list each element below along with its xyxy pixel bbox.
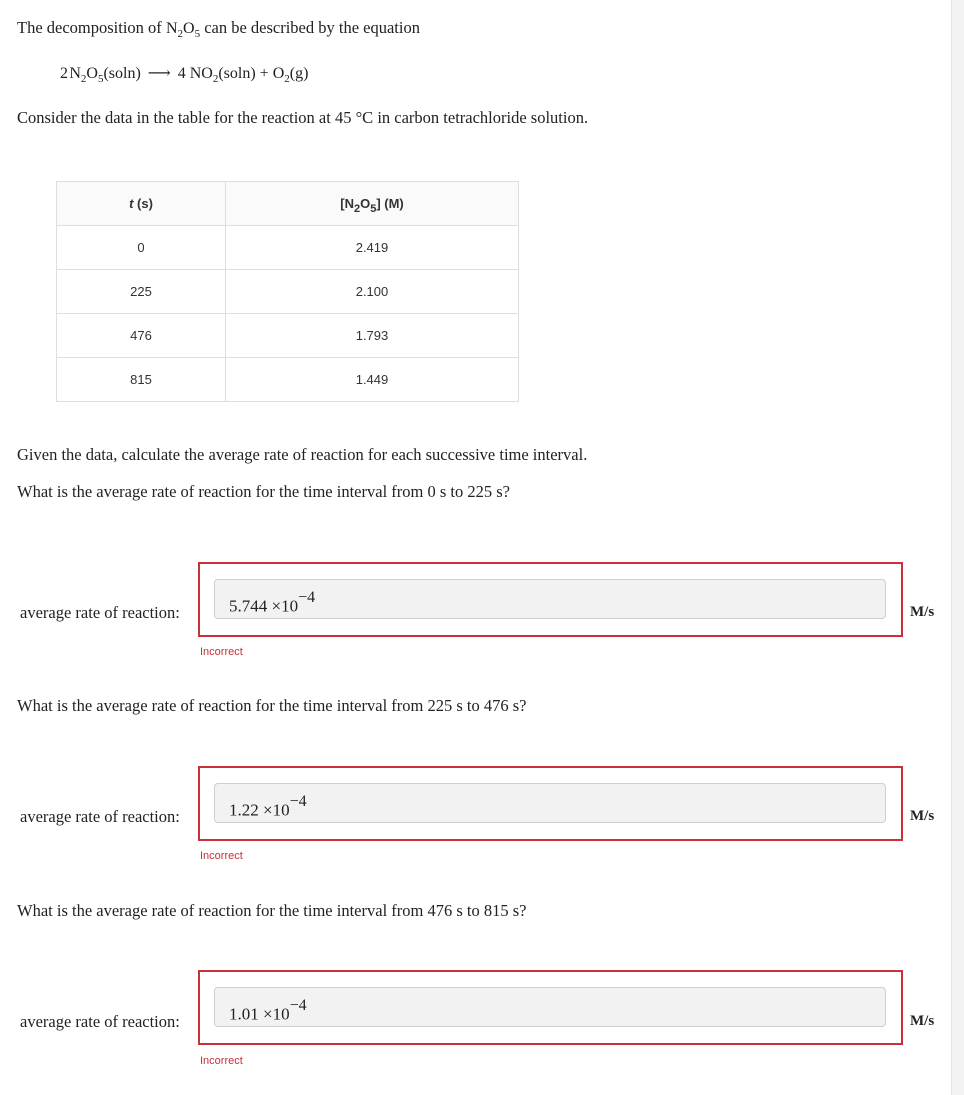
- eq-plus: +: [259, 65, 269, 82]
- table-row: [57, 226, 519, 270]
- intro-prefix: The decomposition of: [17, 18, 162, 37]
- question-3-answer-frame: [198, 970, 903, 1045]
- header-concentration: [226, 182, 519, 226]
- table-row: [57, 358, 519, 402]
- eq-product1-phase: (soln): [218, 65, 256, 82]
- question-3-label: average rate of reaction:: [20, 1012, 180, 1031]
- cell-time: 476: [57, 314, 226, 358]
- intro-formula-n: N: [165, 20, 178, 37]
- eq-product2-phase: (g): [289, 65, 309, 82]
- eq-reactant-sub1: 2: [80, 73, 87, 85]
- question-2-answer-value: [229, 793, 307, 821]
- question-2-answer-frame: [198, 766, 903, 841]
- header-time: [57, 182, 226, 226]
- question-2-answer-input[interactable]: [214, 783, 886, 823]
- question-1-label: average rate of reaction:: [20, 603, 180, 622]
- question-1-answer-value: [229, 589, 316, 617]
- instruction-text: Given the data, calculate the average rate of reaction for each successive time interval.: [17, 445, 588, 464]
- question-3-answer-value: [229, 997, 307, 1025]
- context-text: Consider the data in the table for the reaction at 45 °C in carbon tetrachloride solution.: [17, 108, 589, 127]
- question-2-label: average rate of reaction:: [20, 807, 180, 826]
- eq-coef1: 2: [60, 65, 68, 82]
- eq-product2: O: [272, 65, 285, 82]
- eq-product1: NO: [189, 65, 213, 82]
- question-1-answer-frame: [198, 562, 903, 637]
- header-conc-mid: O: [360, 196, 371, 211]
- intro-text: [17, 18, 420, 39]
- q3-mantissa: 1.01: [229, 1004, 259, 1024]
- question-1-unit: M/s: [910, 604, 935, 620]
- header-conc-close: ] (M): [376, 196, 404, 211]
- question-3-prompt: What is the average rate of reaction for the time interval from 476 s to 815 s?: [17, 901, 527, 920]
- cell-concentration: 1.449: [226, 358, 519, 402]
- header-time-unit: (s): [137, 196, 153, 211]
- cell-concentration: 2.419: [226, 226, 519, 270]
- question-2-prompt: What is the average rate of reaction for the time interval from 225 s to 476 s?: [17, 696, 527, 715]
- header-time-symbol: t: [129, 196, 134, 211]
- question-2-status: Incorrect: [200, 850, 243, 862]
- eq-reactant-o: O: [86, 65, 98, 82]
- intro-formula: [165, 20, 201, 40]
- question-1-status: Incorrect: [200, 646, 243, 658]
- data-table: [56, 181, 519, 402]
- cell-time: 0: [57, 226, 226, 270]
- cell-concentration: 2.100: [226, 270, 519, 314]
- cell-time: 225: [57, 270, 226, 314]
- question-1-answer-input[interactable]: [214, 579, 886, 619]
- q3-exponent: −4: [289, 997, 307, 1014]
- q1-mantissa: 5.744: [229, 596, 268, 616]
- table-row: [57, 314, 519, 358]
- eq-reactant-phase: (soln): [103, 65, 141, 82]
- intro-formula-sub2: 5: [194, 28, 201, 40]
- intro-suffix: can be described by the equation: [204, 18, 420, 37]
- eq-reactant-sub2: 5: [97, 73, 104, 85]
- question-1-prompt: What is the average rate of reaction for the time interval from 0 s to 225 s?: [17, 482, 510, 501]
- header-conc-sub2: 5: [370, 203, 377, 215]
- question-2-unit: M/s: [910, 808, 935, 824]
- header-conc-sub1: 2: [353, 203, 361, 215]
- intro-formula-sub1: 2: [177, 28, 183, 40]
- q2-times: ×10: [263, 800, 290, 820]
- eq-coef2: 4: [177, 65, 186, 82]
- eq-reactant-n: N: [69, 65, 81, 82]
- q1-times: ×10: [271, 596, 299, 616]
- cell-time: 815: [57, 358, 226, 402]
- eq-product2-sub: 2: [284, 73, 290, 85]
- reaction-equation: [60, 64, 308, 84]
- q1-exponent: −4: [298, 589, 316, 606]
- intro-formula-o: O: [183, 20, 195, 37]
- page-scrollbar[interactable]: [951, 0, 964, 1095]
- q2-mantissa: 1.22: [229, 800, 259, 820]
- cell-concentration: 1.793: [226, 314, 519, 358]
- q2-exponent: −4: [289, 793, 307, 810]
- q3-times: ×10: [263, 1004, 290, 1024]
- question-3-unit: M/s: [910, 1013, 935, 1029]
- question-3-answer-input[interactable]: [214, 987, 886, 1027]
- header-conc-open: [N: [340, 196, 354, 211]
- eq-arrow: ⟶: [147, 65, 171, 82]
- table-row: [57, 270, 519, 314]
- eq-product1-sub: 2: [212, 73, 219, 85]
- table-header-row: [57, 182, 519, 226]
- question-3-status: Incorrect: [200, 1055, 243, 1067]
